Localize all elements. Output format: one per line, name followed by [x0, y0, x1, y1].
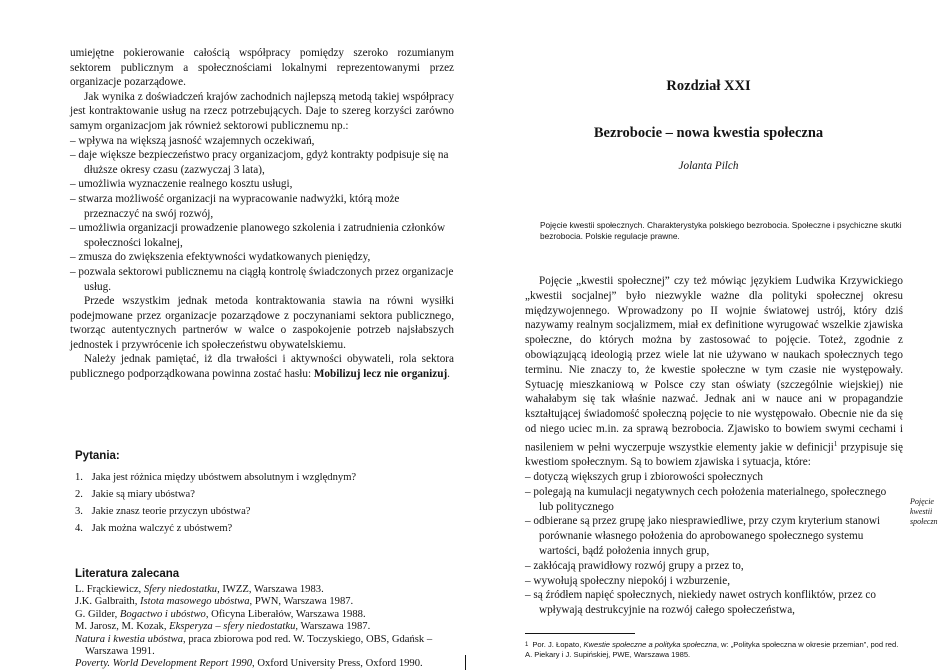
reference-title: Sfery niedostatku: [143, 584, 218, 595]
question-number: 1.: [75, 472, 83, 483]
right-page: [470, 0, 947, 670]
reference-details: , PWN, Warszawa 1987.: [249, 596, 354, 608]
list-item: – zmusza do zwiększenia efektywności wydatkowanych pieniędzy,: [70, 250, 454, 265]
chapter-abstract: Pojęcie kwestii społecznych. Charakterystyka polskiego bezrobocia. Społeczne i psychiczne skutki bezrobocia. Polskie regulacje prawne.: [540, 220, 902, 241]
reference-author: G. Gilder,: [75, 608, 120, 620]
list-item: – wpływa na większą jasność wzajemnych oczekiwań,: [70, 134, 454, 149]
footnote-title: Kwestie społeczne a polityka społeczna: [583, 640, 717, 649]
literature-list: [75, 584, 455, 670]
margin-rule: [465, 655, 466, 670]
footnote-rule: [525, 633, 635, 634]
body-text: przypisuje się kwestiom społecznym. Są to bowiem zjawiska i sytuacja, które:: [525, 441, 903, 469]
question-number: 4.: [75, 523, 83, 534]
closing-text: Należy jednak pamiętać, iż dla trwałości i aktywności obywateli, rola sektora publicznego podporządkowana powinna zostać hasłu:: [70, 353, 454, 381]
question-text: Jakie są miary ubóstwa?: [91, 489, 195, 500]
reference-title: Bogactwo i ubóstwo: [119, 608, 206, 620]
list-item: – są źródłem napięć społecznych, niekiedy nawet ostrych konfliktów, przez co wpływają destrukcyjnie na rozwój całego społeczeństwa,: [525, 588, 903, 618]
body-paragraph: [525, 274, 903, 470]
footnote-reference: 1: [833, 439, 838, 448]
question-text: Jakie znasz teorie przyczyn ubóstwa?: [91, 506, 251, 517]
reference-title: Istota masowego ubóstwa: [140, 596, 250, 608]
reference-title: Eksperyza – sfery niedostatku: [169, 621, 296, 633]
list-item: – odbierane są przez grupę jako niesprawiedliwe, przy czym kryterium stanowi porównanie własnego położenia do aprobowanego społecznego systemu wartości, bądź położenia innych grup,: [525, 514, 903, 558]
margin-note-line: kwestii: [910, 507, 933, 516]
list-item: [75, 609, 455, 621]
reference-details: , IWZZ, Warszawa 1983.: [217, 584, 324, 595]
footnote-details: , w: „Polityka społeczna w okresie przemian”, pod red. A. Piekary i J. Supińskiej, PWE, Warszawa 1985.: [525, 640, 899, 659]
list-item: [75, 621, 455, 633]
list-item: [75, 469, 356, 486]
chapter-title: Bezrobocie – nowa kwestia społeczna: [593, 125, 824, 141]
question-text: Jaka jest różnica między ubóstwem absolutnym i względnym?: [91, 472, 357, 483]
questions-heading: Pytania:: [75, 450, 120, 462]
left-text-column: [70, 46, 454, 382]
list-item: [75, 520, 356, 537]
question-number: 3.: [75, 506, 83, 517]
list-item: – dotyczą większych grup i zbiorowości społecznych: [525, 470, 903, 485]
contract-paragraph: Przede wszystkim jednak metoda kontraktowania stawia na równi wysiłki podejmowane przez organizacje pozarządowe z poczynaniami sektora publicznego, tworząc autentycznych partnerów w walce o zaspokojenie potrzeb najsłabszych jednostek i przywrócenie ich społeczeństwu obywatelskiemu.: [70, 295, 454, 351]
body-text: Pojęcie „kwestii społecznej” czy też mówiąc językiem Ludwika Krzywickiego „kwestii socjalnej” było niezwykle ważne dla polityki społecznej okresu międzywojennego. Wprowadzony po II wojnie światowej ustrój, który dziś nazywamy realnym socjalizmem, miał ex definitione wyrugować wszelkie zjawiska społeczne, do których można by zastosować to pojęcie. Toteż, zgodnie z obowiązującą ideologią przez wiele lat nie używano w naukach społecznych tego terminu. Nie znaczy to, że kwestie społeczne w tym czasie nie występowały. Sytuację mieszkaniową w Polsce czy stan oświaty (szczególnie wiejskiej) nie wahałabym się tak właśnie nazwać. Jednak ani w nauce ani w propagandzie kształtującej świadomość społeczną pojęcie to nie występowało. Obecnie nie da się od niego uciec m.in. za sprawą bezrobocia. Zjawisko to bowiem swymi cechami i nasileniem w pełni wyczerpuje wszystkie elementy jakie w definicji: [525, 275, 903, 454]
footnote: [525, 640, 903, 660]
reference-title: Natura i kwestia ubóstwa: [75, 633, 184, 645]
chapter-number: Rozdział XXI: [666, 78, 751, 94]
list-item: [75, 503, 356, 520]
list-item: [75, 584, 455, 596]
list-item: – pozwala sektorowi publicznemu na ciągłą kontrolę świadczonych przez organizacje usług.: [70, 265, 454, 294]
benefits-list: [70, 134, 454, 295]
reference-details: , Oxford University Press, Oxford 1990.: [252, 658, 423, 670]
reference-author: L. Frąckiewicz,: [75, 584, 144, 595]
list-item: [75, 658, 455, 670]
reference-details: , Oficyna Liberałów, Warszawa 1988.: [205, 608, 366, 620]
list-item: [75, 634, 455, 659]
footnote-number: 1: [525, 642, 529, 648]
question-text: Jak można walczyć z ubóstwem?: [91, 523, 233, 534]
left-page: [0, 0, 470, 670]
list-item: [75, 596, 455, 608]
experience-paragraph: Jak wynika z doświadczeń krajów zachodnich najlepszą metodą takiej współpracy jest kontraktowanie usług na rzecz potrzebujących. Daje to szereg korzyści zarówno samym organizacjom jak również sektorowi publicznemu np.:: [70, 90, 454, 132]
question-number: 2.: [75, 489, 83, 500]
reference-author: M. Jarosz, M. Kozak,: [75, 621, 170, 633]
intro-paragraph: umiejętne pokierowanie całością współpracy pomiędzy szeroko rozumianym sektorem publicznym a społecznościami lokalnymi reprezentowanymi przez organizacje pozarządowe.: [70, 47, 454, 89]
closing-paragraph: [70, 352, 454, 381]
reference-title: Poverty. World Development Report 1990: [75, 658, 253, 670]
list-item: – polegają na kumulacji negatywnych cech położenia materialnego, społecznego lub politycznego: [525, 485, 903, 515]
list-item: – umożliwia organizacji prowadzenie planowego szkolenia i zatrudnienia członków społeczności lokalnej,: [70, 221, 454, 250]
reference-author: J.K. Galbraith,: [75, 596, 141, 608]
list-item: – stwarza możliwość organizacji na wypracowanie nadwyżki, którą może przeznaczyć na swój rozwój,: [70, 192, 454, 221]
reference-details: , praca zbiorowa pod red. W. Toczyskiego, OBS, Gdańsk – Warszawa 1991.: [85, 633, 433, 658]
margin-note-line: społeczn: [910, 517, 938, 526]
list-item: – umożliwia wyznaczenie realnego kosztu usługi,: [70, 177, 454, 192]
list-item: – zakłócają prawidłowy rozwój grupy a przez to,: [525, 559, 903, 574]
chapter-author: Jolanta Pilch: [678, 160, 739, 172]
literature-heading: Literatura zalecana: [75, 568, 180, 580]
criteria-list: [525, 470, 903, 618]
list-item: – wywołują społeczny niepokój i wzburzenie,: [525, 574, 903, 589]
margin-note-line: Pojęcie: [910, 497, 934, 506]
right-text-column: [525, 274, 903, 618]
reference-details: , Warszawa 1987.: [295, 621, 371, 633]
slogan: Mobilizuj lecz nie organizuj: [313, 368, 448, 381]
list-item: – daje większe bezpieczeństwo pracy organizacjom, gdyż kontrakty podpisuje się na dłuższe okresy czasu (zazwyczaj 3 lata),: [70, 148, 454, 177]
questions-list: [75, 469, 356, 537]
slogan-end: .: [447, 368, 450, 381]
list-item: [75, 486, 356, 503]
footnote-author: Por. J. Łopato,: [532, 640, 584, 649]
margin-note: [910, 497, 938, 527]
